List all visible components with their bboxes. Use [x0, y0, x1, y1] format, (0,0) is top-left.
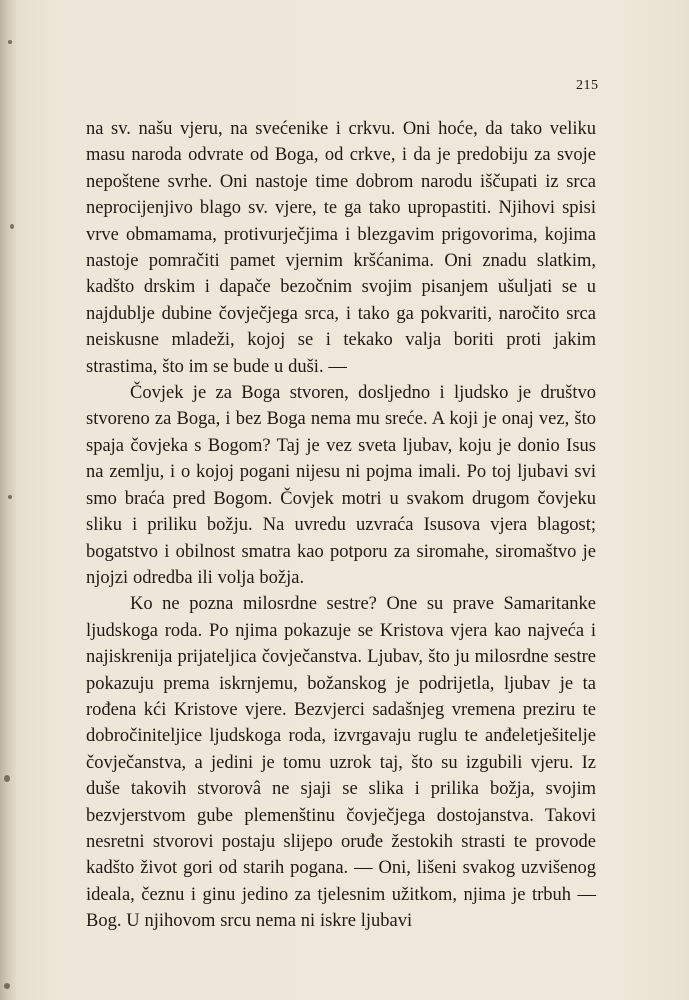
margin-mark: [10, 224, 14, 229]
margin-mark: [4, 983, 10, 989]
body-text: [86, 116, 596, 935]
page-spine-shadow: [0, 0, 16, 1000]
paragraph-2: Čovjek je za Boga stvoren, dosljedno i ljudsko je društvo stvoreno za Boga, i bez Boga nema mu sreće. A koji je onaj vez, što spaja čovjeka s Bogom? Taj je vez sveta ljubav, koju je donio Isus na zemlju, i o kojoj pogani nijesu ni pojma imali. Po toj ljubavi svi smo braća pred Bogom. Čovjek motri u svakom drugom čovjeku sliku i priliku božju. Na uvredu uzvraća Isusova vjera blagost; bogatstvo i obilnost smatra kao potporu za siromahe, siromaštvo je njojzi odredba ili volja božja.: [86, 383, 596, 588]
paragraph-3: Ko ne pozna milosrdne sestre? One su prave Samaritanke ljudskoga roda. Po njima pokazuje se Kristova vjera kao najveća i najiskrenija prijateljica čovječanstva. Ljubav, što ju milosrdne sestre pokazuju prema iskrnjemu, božanskog je podrijetla, ljubav je ta rođena kći Kristove vjere. Bezvjerci sadašnjeg vremena preziru te dobročiniteljice ljudskoga roda, izvrgavaju ruglu te anđeletješitelje čovječanstva, a jedini je tomu uzrok taj, što su izgubili vjeru. Iz duše takovih stvorovâ ne sjaji se slika i prilika božja, svojim bezvjerstvom gube plemenštinu čovječjega dostojanstva. Takovi nesretni stvorovi postaju slijepo oruđe žestokih strasti te provode kadšto život gori od starih pogana. — Oni, lišeni svakog uzvišenog ideala, čeznu i ginu jedino za tjelesnim užitkom, njima je trbuh — Bog. U njihovom srcu nema ni iskre ljubavi: [86, 594, 596, 932]
margin-mark: [8, 495, 12, 499]
page-number: 215: [576, 78, 599, 93]
margin-mark: [8, 40, 12, 44]
paragraph-1: na sv. našu vjeru, na svećenike i crkvu. Oni hoće, da tako veliku masu naroda odvrate od Boga, od crkve, i da je predobiju za svoje nepoštene svrhe. Oni nastoje time dobrom narodu iščupati iz srca neprocijenjivo blago sv. vjere, te ga tako upropastiti. Njihovi spisi vrve obmamama, protivurječjima i blezgavim prigovorima, kojima nastoje pomračiti pamet vjernim kršćanima. Oni znadu slatkim, kadšto drskim i dapače bezočnim svojim pisanjem ušuljati se u najdublje dubine čovječjega srca, i tako ga pokvariti, naročito srca neiskusne mladeži, kojoj se i tekako valja boriti proti jakim strastima, što im se bude u duši. —: [86, 119, 596, 377]
margin-mark: [4, 775, 10, 782]
